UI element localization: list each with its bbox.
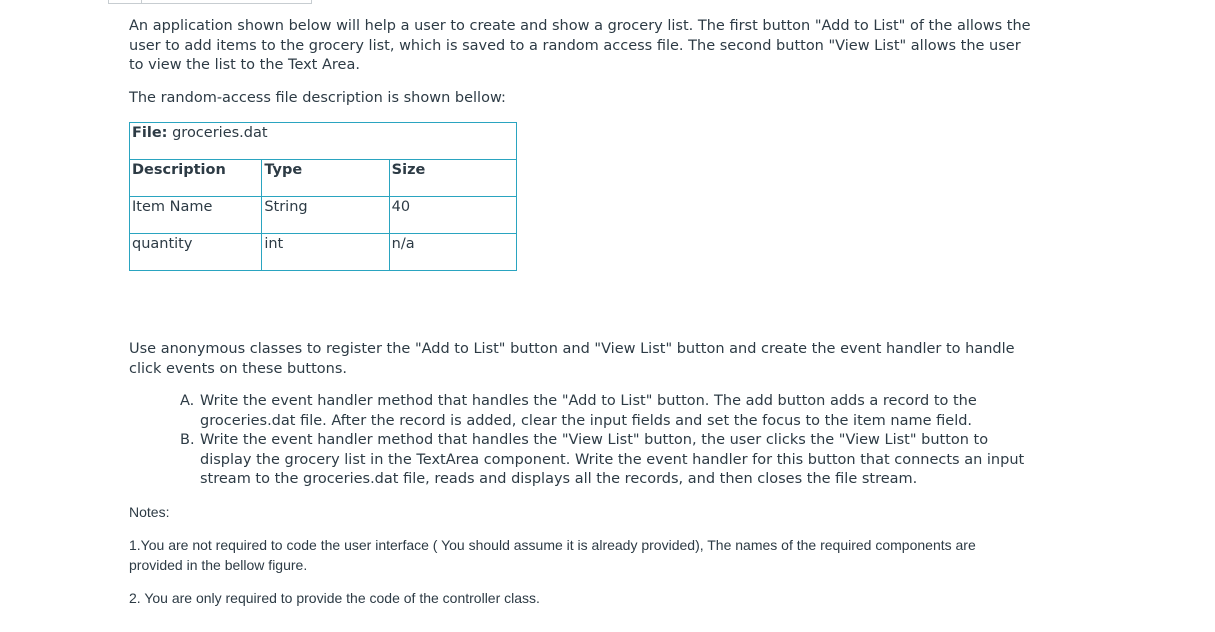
file-label: File: <box>132 125 168 141</box>
list-marker: A. <box>180 393 195 409</box>
list-item <box>180 392 1040 431</box>
header-description-label: Description <box>132 162 226 178</box>
note-item: 2. You are only required to provide the code of the controller class. <box>129 590 540 606</box>
file-description-paragraph: The random-access file description is shown bellow: <box>129 90 506 106</box>
top-frame-divider <box>141 0 142 3</box>
list-item-text: Write the event handler method that handles the "View List" button, the user clicks the "View List" button to display the grocery list in the TextArea component. Write the event handler for this button that connects an input stream to the groceries.dat file, reads and displays all the records, and then closes the file stream. <box>200 432 1025 487</box>
header-type-label: Type <box>264 162 303 178</box>
header-type <box>262 160 389 197</box>
list-item-text: Write the event handler method that handles the "Add to List" button. The add button adds a record to the groceries.dat file. After the record is added, clear the input fields and set the focus to the item name field. <box>200 393 977 429</box>
table-row <box>130 197 517 234</box>
file-description-table <box>129 122 517 271</box>
file-name: groceries.dat <box>167 125 268 141</box>
notes-heading: Notes: <box>129 504 170 520</box>
table-header-row <box>130 160 517 197</box>
table-cell: 40 <box>389 197 516 234</box>
list-item <box>180 431 1040 490</box>
task-list <box>180 392 1040 490</box>
list-marker: B. <box>180 432 195 448</box>
table-file-row <box>130 123 517 160</box>
table-cell: quantity <box>130 234 262 271</box>
table-cell: int <box>262 234 389 271</box>
table-cell: n/a <box>389 234 516 271</box>
intro-paragraph: An application shown below will help a user to create and show a grocery list. The first button "Add to List" of the allows the user to add items to the grocery list, which is saved to a random access file. The second button "View List" allows the user to view the list to the Text Area. <box>129 18 1031 73</box>
top-frame-edge <box>108 0 312 4</box>
header-size-label: Size <box>391 162 426 178</box>
table-row <box>130 234 517 271</box>
header-description <box>130 160 262 197</box>
instructions-paragraph: Use anonymous classes to register the "Add to List" button and "View List" button and create the event handler to handle click events on these buttons. <box>129 341 1015 377</box>
table-cell: Item Name <box>130 197 262 234</box>
header-size <box>389 160 516 197</box>
table-cell: String <box>262 197 389 234</box>
note-item: 1.You are not required to code the user interface ( You should assume it is already provided), The names of the required components are provided in the bellow figure. <box>129 537 976 573</box>
table-file-cell <box>130 123 517 160</box>
